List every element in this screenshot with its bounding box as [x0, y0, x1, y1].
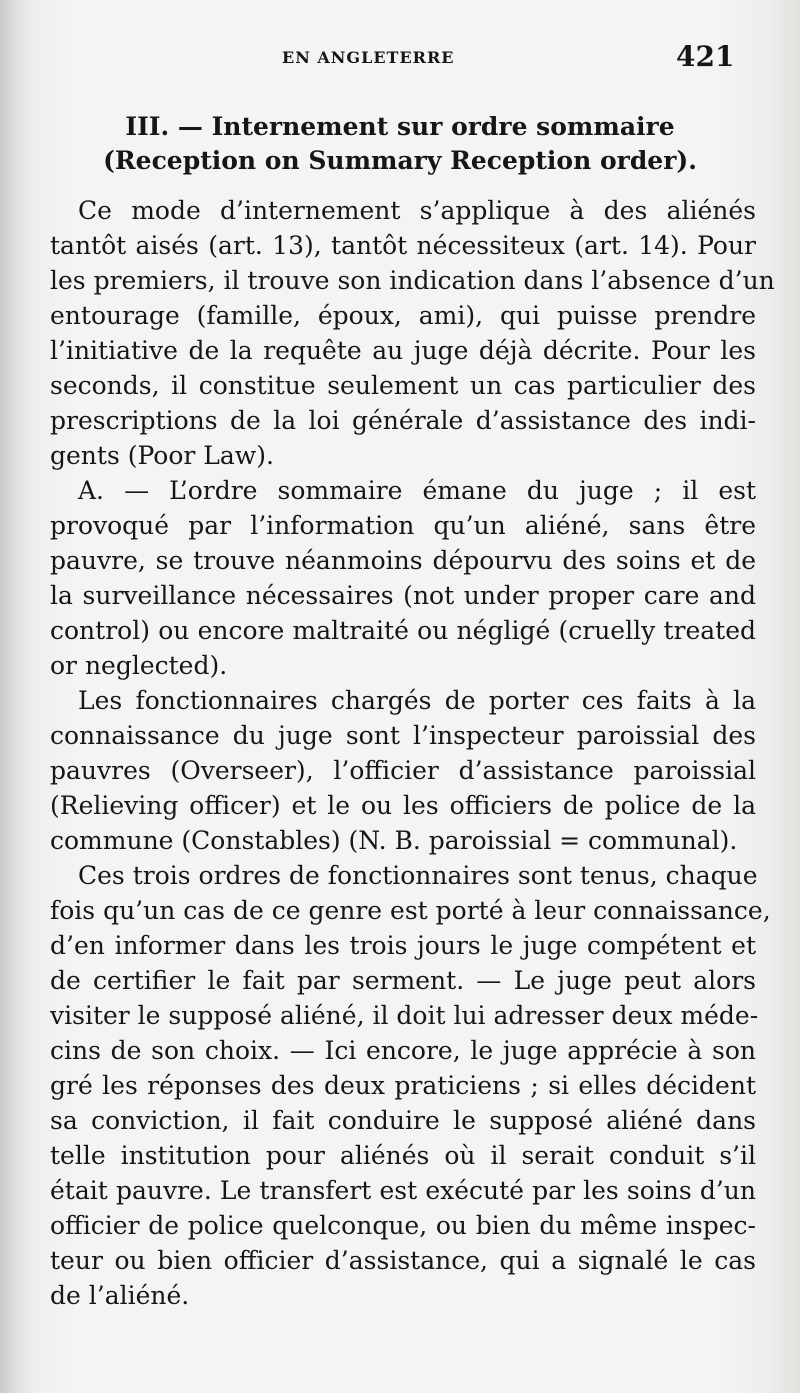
text-line: teur ou bien officier d’assistance, qui a signalé le cas: [50, 1246, 756, 1275]
text-line: de certifier le fait par serment. — Le juge peut alors: [50, 966, 756, 995]
text-line: provoqué par l’information qu’un aliéné, sans être: [50, 511, 756, 540]
text-line: était pauvre. Le transfert est exécuté par les soins d’un: [50, 1176, 756, 1205]
text-line: les premiers, il trouve son indication dans l’absence d’un: [50, 266, 775, 295]
section-title-line-1: III. — Internement sur ordre sommaire: [125, 112, 675, 141]
text-line: pauvre, se trouve néanmoins dépourvu des soins et de: [50, 546, 756, 575]
text-line: fois qu’un cas de ce genre est porté à leur connaissance,: [50, 896, 771, 925]
text-line: officier de police quelconque, ou bien du même inspec-: [50, 1211, 756, 1240]
text-line: (Relieving officer) et le ou les officiers de police de la: [50, 791, 756, 820]
text-line: control) ou encore maltraité ou négligé (cruelly treated: [50, 616, 756, 645]
text-line: d’en informer dans les trois jours le juge compétent et: [50, 931, 756, 960]
text-line: telle institution pour aliénés où il serait conduit s’il: [50, 1141, 756, 1170]
running-title: EN ANGLETERRE: [282, 48, 455, 67]
running-head: [0, 40, 800, 74]
section-title-line-2: (Reception on Summary Reception order).: [103, 146, 697, 175]
body-text: [50, 193, 775, 1313]
text-line: gré les réponses des deux praticiens ; si elles décident: [50, 1071, 756, 1100]
text-line: gents (Poor Law).: [50, 441, 274, 470]
text-line: commune (Constables) (N. B. paroissial = communal).: [50, 826, 738, 855]
text-line: tantôt aisés (art. 13), tantôt nécessiteux (art. 14). Pour: [50, 231, 756, 260]
section-heading: [0, 110, 800, 178]
text-line: or neglected).: [50, 651, 228, 680]
text-line: Les fonctionnaires chargés de porter ces faits à la: [78, 686, 756, 715]
text-line: Ce mode d’internement s’applique à des aliénés: [78, 196, 756, 225]
text-line: seconds, il constitue seulement un cas particulier des: [50, 371, 756, 400]
text-line: visiter le supposé aliéné, il doit lui adresser deux méde-: [50, 1001, 759, 1030]
text-line: connaissance du juge sont l’inspecteur paroissial des: [50, 721, 756, 750]
text-line: de l’aliéné.: [50, 1281, 190, 1310]
text-line: la surveillance nécessaires (not under proper care and: [50, 581, 756, 610]
page-number: 421: [676, 40, 735, 73]
text-line: prescriptions de la loi générale d’assistance des indi-: [50, 406, 756, 435]
text-line: cins de son choix. — Ici encore, le juge apprécie à son: [50, 1036, 756, 1065]
text-line: A. — L’ordre sommaire émane du juge ; il est: [78, 476, 756, 505]
text-line: pauvres (Overseer), l’officier d’assistance paroissial: [50, 756, 756, 785]
text-line: entourage (famille, époux, ami), qui puisse prendre: [50, 301, 756, 330]
text-line: l’initiative de la requête au juge déjà décrite. Pour les: [50, 336, 756, 365]
text-line: sa conviction, il fait conduire le supposé aliéné dans: [50, 1106, 756, 1135]
text-line: Ces trois ordres de fonctionnaires sont tenus, chaque: [78, 861, 758, 890]
